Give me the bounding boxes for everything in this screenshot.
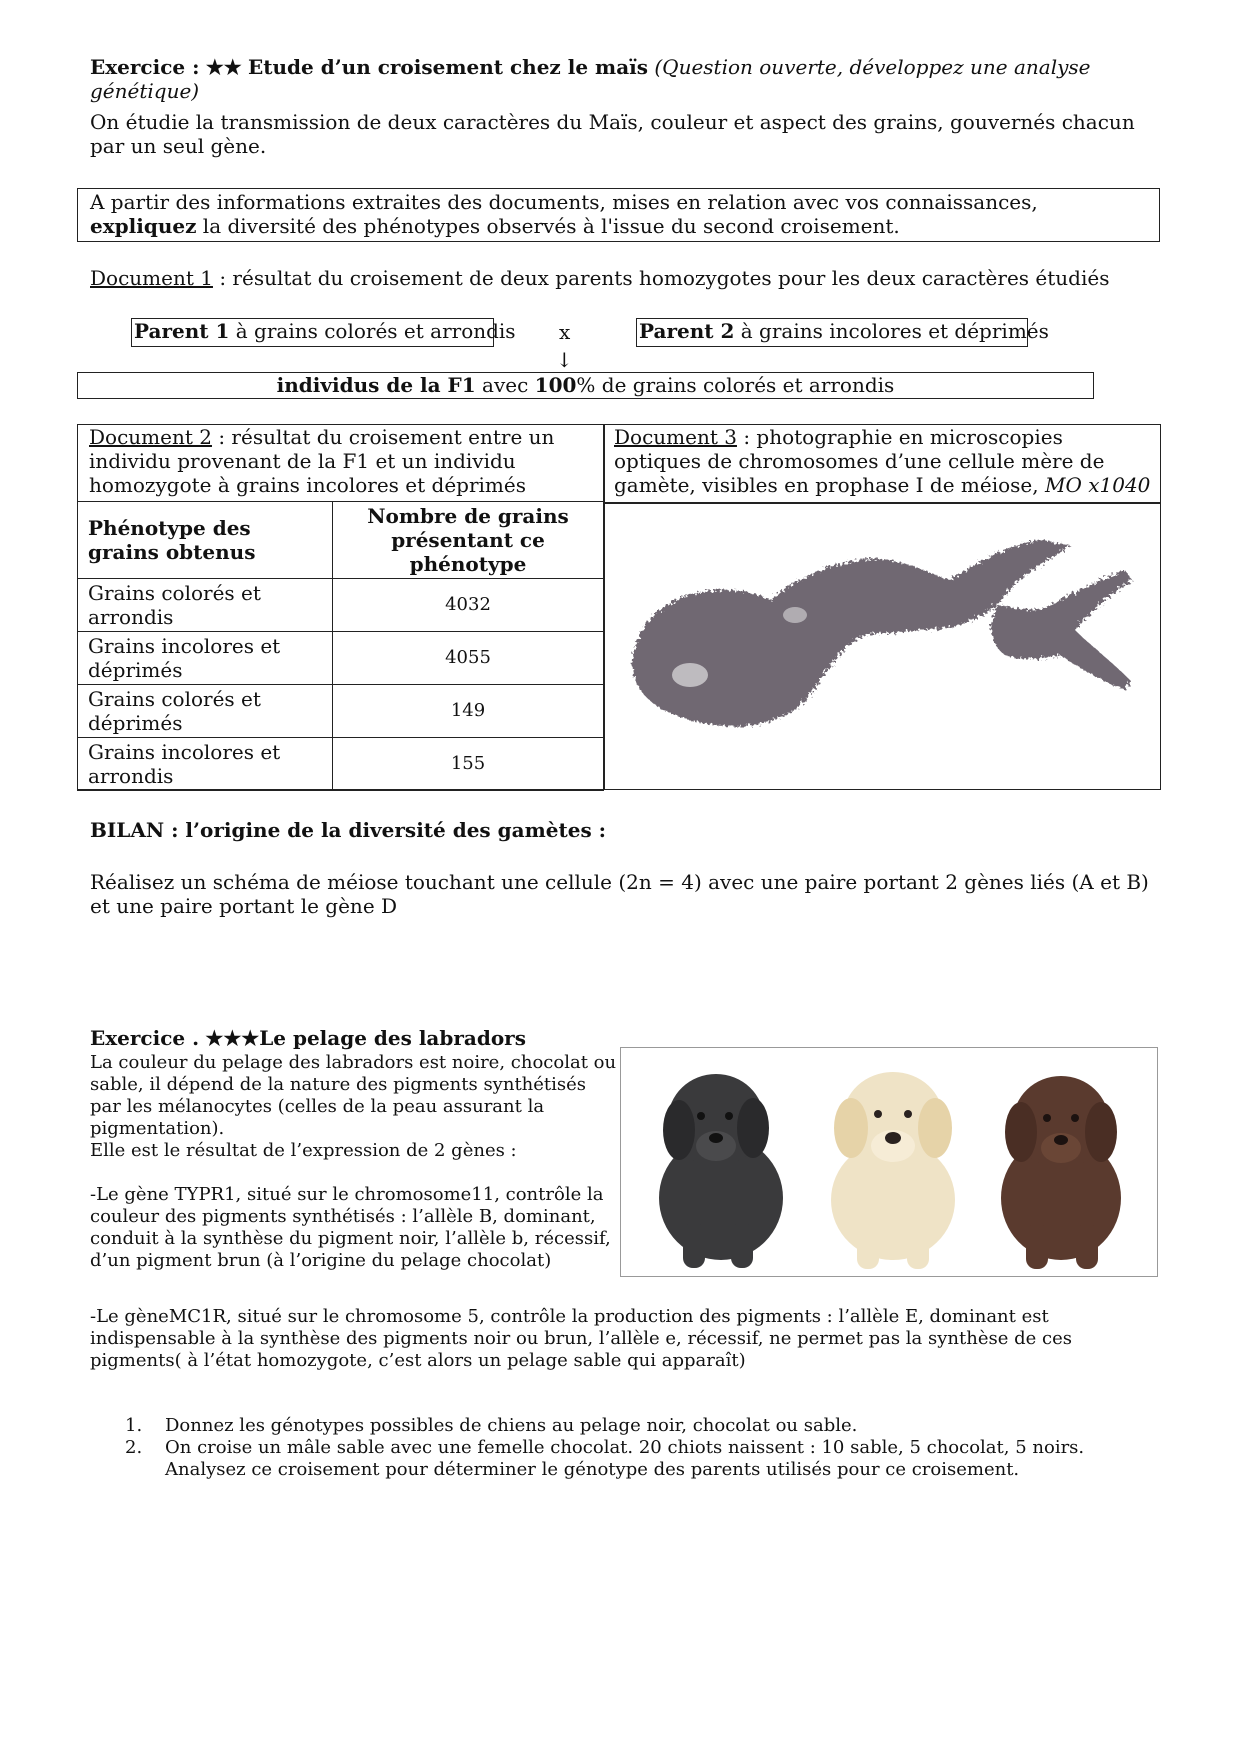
- phenotype-cell: Grains incolores et arrondis: [78, 738, 333, 791]
- table-row: [78, 685, 604, 738]
- phenotype-cell: Grains colorés et arrondis: [78, 579, 333, 632]
- doc2-header-count: Nombre de grains présentant ce phénotype: [333, 502, 604, 579]
- ex2-p1: La couleur du pelage des labradors est noire, chocolat ou sable, il dépend de la nature des pigments synthétisés par les mélanocytes (celles de la peau assurant la pigmentation).: [90, 1052, 617, 1139]
- count-cell: 155: [333, 738, 604, 791]
- arrow-down-icon: ↓: [556, 348, 573, 372]
- chromosome-shape: [632, 540, 1132, 726]
- ex2-intro: [90, 1052, 620, 1272]
- ex2-p3: -Le gène TYPR1, situé sur le chromosome11, contrôle la couleur des pigments synthétisés : l’allèle B, dominant, conduit à la synthèse du pigment noir, l’allèle b, récessif, d’un pigment brun (à l’origine du pelage chocolat): [90, 1184, 611, 1271]
- doc2-table-wrap: [77, 501, 604, 791]
- bilan-title: BILAN : l’origine de la diversité des gamètes :: [90, 818, 607, 842]
- chromosome-highlight: [783, 607, 807, 623]
- count-cell: 149: [333, 685, 604, 738]
- ex1-task-box: A partir des informations extraites des documents, mises en relation avec vos connaissances, expliquez la diversité des phénotypes observés à l'issue du second croisement.: [77, 188, 1160, 242]
- parent2-box: Parent 2 à grains incolores et déprimés: [636, 318, 1028, 347]
- ex2-p4: -Le gèneMC1R, situé sur le chromosome 5, contrôle la production des pigments : l’allèle E, dominant est indispensable à la synthèse des pigments noir ou brun, l’allèle e, récessif, ne permet pas la synthèse de ces pigments( à l’état homozygote, c’est alors un pelage sable qui apparaît): [90, 1306, 1072, 1371]
- doc3-caption: Document 3 : photographie en microscopies optiques de chromosomes d’une cellule mère de gamète, visibles en prophase I de méiose, MO x1040: [614, 425, 1151, 497]
- stars-icon: ★★: [205, 55, 242, 79]
- table-row: [78, 579, 604, 632]
- ex2-p2: Elle est le résultat de l’expression de 2 gènes :: [90, 1140, 517, 1161]
- cross-symbol: x: [559, 320, 571, 344]
- bilan-text: Réalisez un schéma de méiose touchant une cellule (2n = 4) avec une paire portant 2 gènes liés (A et B) et une paire portant le gène D: [90, 870, 1149, 918]
- table-row: [78, 632, 604, 685]
- ex1-intro: On étudie la transmission de deux caractères du Maïs, couleur et aspect des grains, gouvernés chacun par un seul gène.: [90, 110, 1135, 158]
- labrador-photo: [620, 1047, 1158, 1277]
- q1-number: 1.: [125, 1415, 143, 1436]
- doc3-divider: [603, 502, 1161, 504]
- q2-text: On croise un mâle sable avec une femelle chocolat. 20 chiots naissent : 10 sable, 5 chocolat, 5 noirs. Analysez ce croisement pour déterminer le génotype des parents utilisés pour ce croisement.: [165, 1437, 1085, 1480]
- chromosome-micrograph: [620, 520, 1150, 770]
- table-row: [78, 738, 604, 791]
- phenotype-cell: Grains colorés et déprimés: [78, 685, 333, 738]
- count-cell: 4032: [333, 579, 604, 632]
- stars-icon: ★★★: [205, 1026, 260, 1050]
- doc2-header-row: [78, 502, 604, 579]
- doc2-table: [77, 501, 604, 791]
- phenotype-cell: Grains incolores et déprimés: [78, 632, 333, 685]
- q1-text: Donnez les génotypes possibles de chiens au pelage noir, chocolat ou sable.: [165, 1415, 858, 1436]
- count-cell: 4055: [333, 632, 604, 685]
- chromosome-highlight: [672, 663, 708, 687]
- f1-box: individus de la F1 avec 100% de grains colorés et arrondis: [77, 372, 1094, 399]
- doc2-caption: Document 2 : résultat du croisement entre un individu provenant de la F1 et un individu homozygote à grains incolores et déprimés: [89, 425, 555, 497]
- ex1-title: Exercice : ★★ Etude d’un croisement chez le maïs (Question ouverte, développez une analyse génétique): [90, 55, 1091, 103]
- doc1-caption: Document 1 : résultat du croisement de deux parents homozygotes pour les deux caractères étudiés: [90, 266, 1110, 290]
- sand-labrador: [831, 1072, 955, 1269]
- doc2-header-phenotype: Phénotype des grains obtenus: [78, 502, 333, 579]
- q2-number: 2.: [125, 1437, 143, 1458]
- chocolate-labrador: [1001, 1076, 1121, 1269]
- ex2-title: Exercice . ★★★Le pelage des labradors: [90, 1026, 526, 1050]
- parent1-box: Parent 1 à grains colorés et arrondis: [131, 318, 494, 347]
